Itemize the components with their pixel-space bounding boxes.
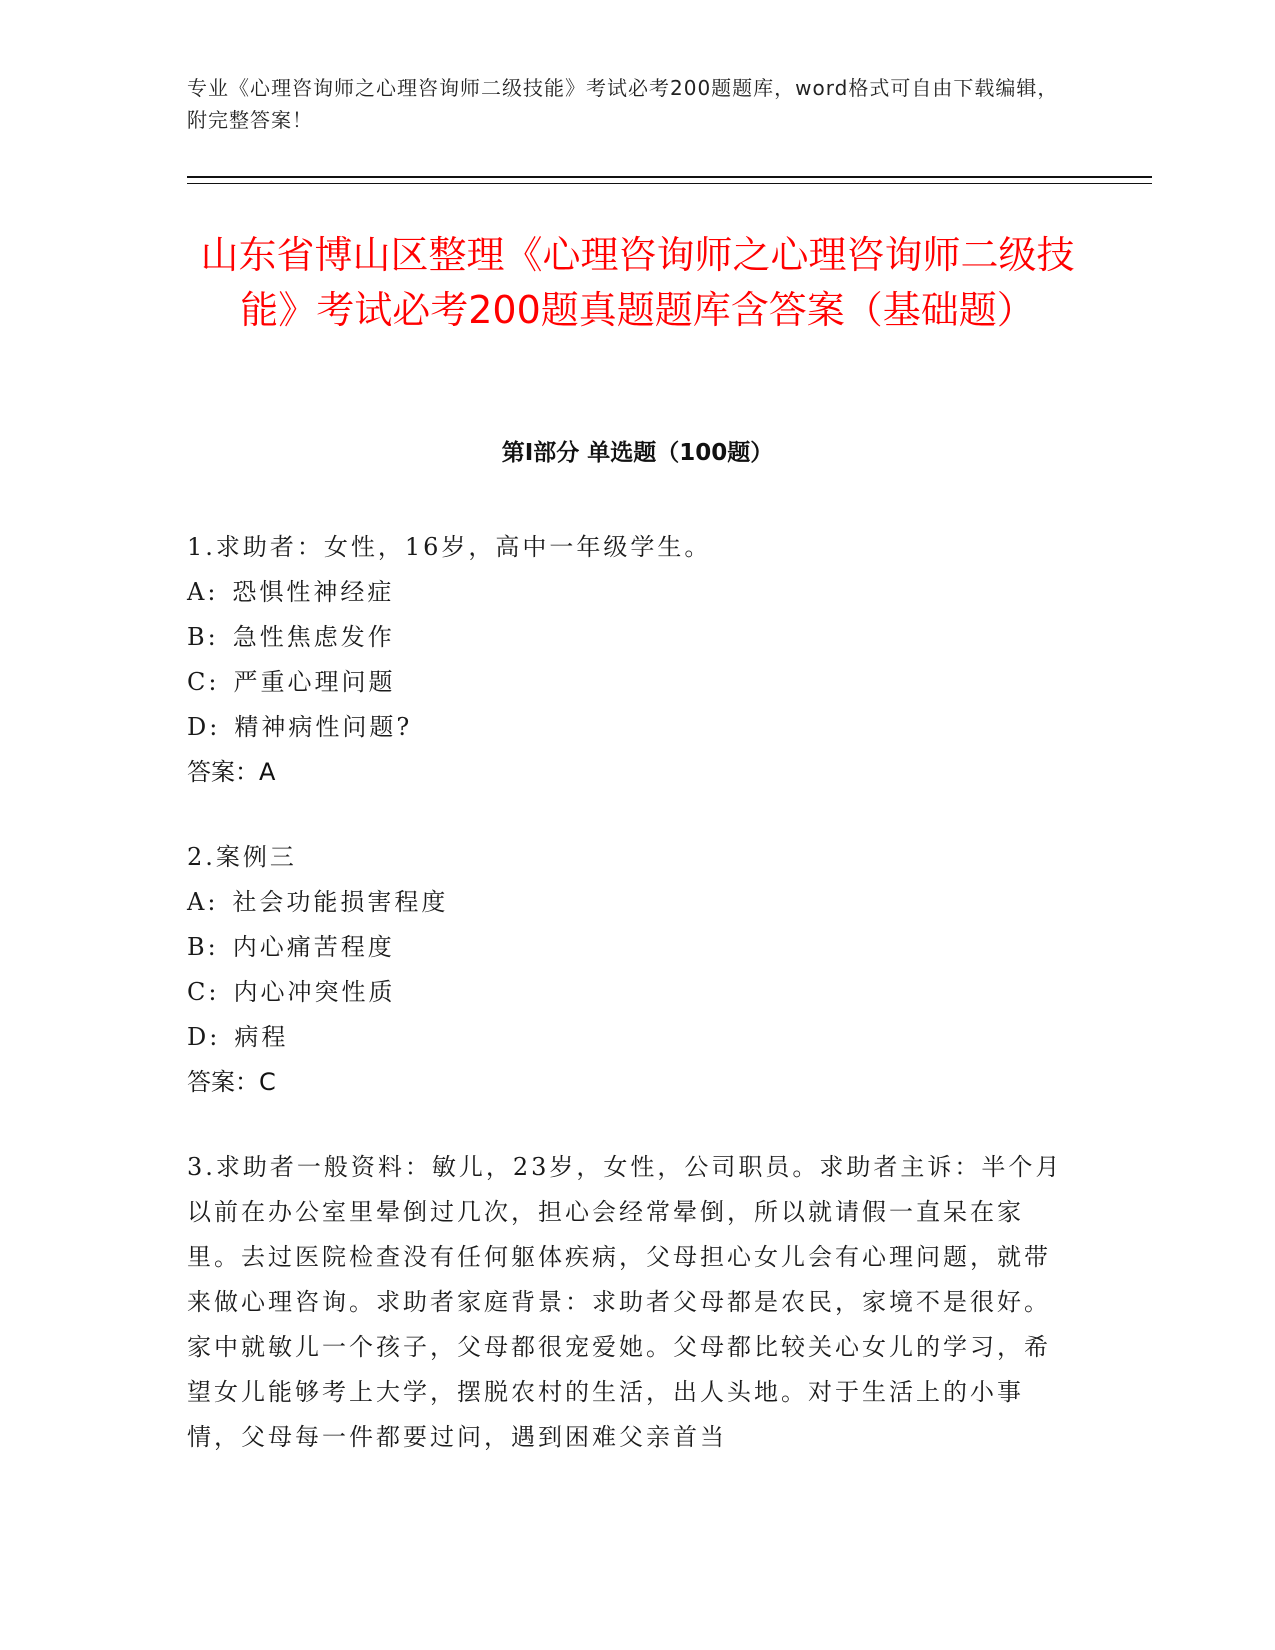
option-letter: C: xyxy=(187,978,220,1006)
option-b xyxy=(187,925,1067,970)
option-letter: D: xyxy=(187,713,221,741)
section-heading: 第I部分 单选题（100题） xyxy=(501,440,774,466)
question-1 xyxy=(187,525,1067,795)
question-2 xyxy=(187,835,1067,1105)
option-letter: C: xyxy=(187,668,220,696)
option-text: 恐惧性神经症 xyxy=(232,578,395,606)
header-note: 专业《心理咨询师之心理咨询师二级技能》考试必考200题题库，word格式可自由下载编辑，附完整答案！ xyxy=(187,76,1059,132)
option-letter: B: xyxy=(187,933,219,961)
header-rule-thick xyxy=(187,176,1152,178)
option-c xyxy=(187,660,1067,705)
option-letter: D: xyxy=(187,1023,221,1051)
option-text: 社会功能损害程度 xyxy=(232,888,449,916)
option-a xyxy=(187,880,1067,925)
option-letter: A: xyxy=(187,888,219,916)
question-3 xyxy=(187,1145,1067,1460)
option-text: 内心冲突性质 xyxy=(233,978,396,1006)
option-text: 精神病性问题? xyxy=(234,713,413,741)
option-text: 严重心理问题 xyxy=(233,668,396,696)
header-rule-thin xyxy=(187,183,1152,184)
option-text: 急性焦虑发作 xyxy=(232,623,395,651)
option-b xyxy=(187,615,1067,660)
option-a xyxy=(187,570,1067,615)
option-d xyxy=(187,1015,1067,1060)
answer-line: 答案：A xyxy=(187,758,276,786)
option-letter: A: xyxy=(187,578,219,606)
question-stem: 1.求助者：女性，16岁，高中一年级学生。 xyxy=(187,533,712,561)
document-title: 山东省博山区整理《心理咨询师之心理咨询师二级技能》考试必考200题真题题库含答案（基础题） xyxy=(200,233,1075,332)
option-letter: B: xyxy=(187,623,219,651)
option-c xyxy=(187,970,1067,1015)
option-text: 内心痛苦程度 xyxy=(232,933,395,961)
answer-line: 答案：C xyxy=(187,1068,276,1096)
question-stem: 3.求助者一般资料：敏儿，23岁，女性，公司职员。求助者主诉：半个月以前在办公室里晕倒过几次，担心会经常晕倒，所以就请假一直呆在家里。去过医院检查没有任何躯体疾病，父母担心女儿会有心理问题，就带来做心理咨询。求助者家庭背景：求助者父母都是农民，家境不是很好。家中就敏儿一个孩子，父母都很宠爱她。父母都比较关心女儿的学习，希望女儿能够考上大学，摆脱农村的生活，出人头地。对于生活上的小事情，父母每一件都要过问，遇到困难父亲首当 xyxy=(187,1153,1063,1451)
option-d xyxy=(187,705,1067,750)
question-list xyxy=(187,525,1067,1500)
question-stem: 2.案例三 xyxy=(187,843,297,871)
option-text: 病程 xyxy=(234,1023,289,1051)
